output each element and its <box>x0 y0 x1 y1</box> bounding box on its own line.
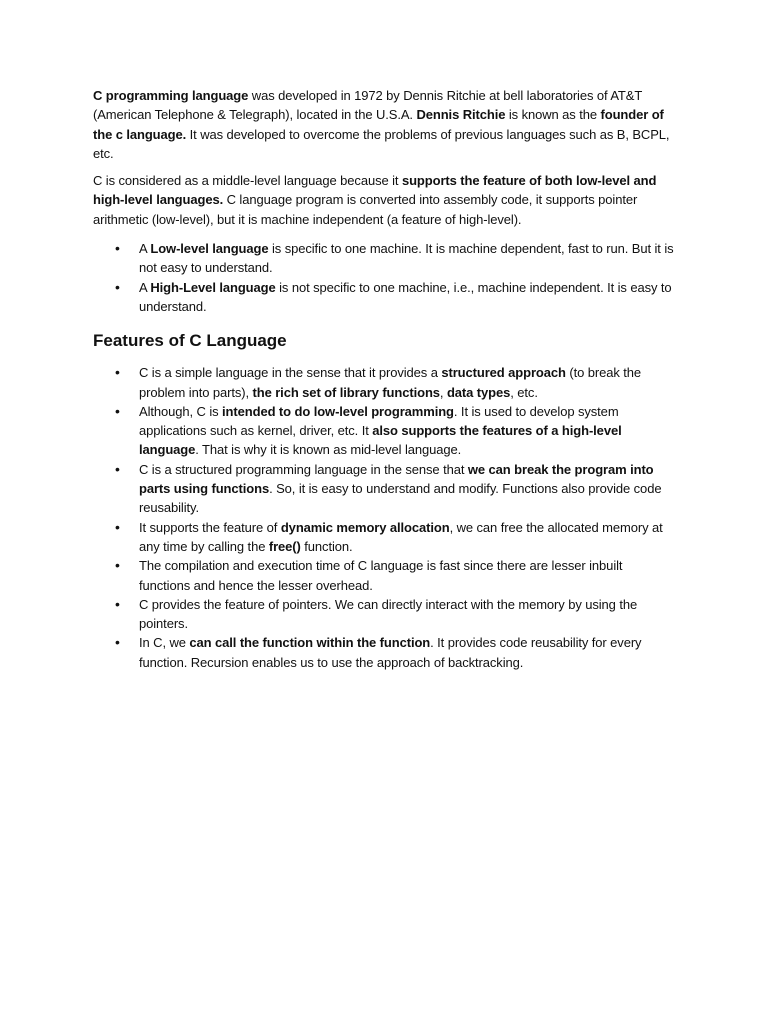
bold-text-run: Dennis Ritchie <box>416 107 506 123</box>
text-run: , etc. <box>510 384 538 400</box>
intro-paragraph-middle-level <box>93 171 676 229</box>
bold-text-run: supports the feature of both low-level and high-level languages. <box>93 173 657 208</box>
text-run: (to break the problem into parts), <box>139 365 642 400</box>
bold-text-run: C programming language <box>93 88 249 103</box>
text-run: A <box>139 279 151 295</box>
text-run: is known as the <box>505 107 601 123</box>
features-list <box>93 363 676 672</box>
feature-item-fast <box>93 556 676 595</box>
intro-section <box>93 86 676 229</box>
feature-item-mid-level <box>93 402 676 460</box>
list-item-low-level <box>93 239 676 278</box>
text-run: C is considered as a middle-level language because it <box>93 173 402 189</box>
intro-paragraph-history <box>93 86 676 163</box>
features-heading: Features of C Language <box>93 331 287 351</box>
text-run: A <box>139 241 151 257</box>
text-run: It was developed to overcome the problems of previous languages such as B, BCPL, etc. <box>93 126 670 161</box>
text-run: , we can free the allocated memory at any time by calling the <box>139 519 663 554</box>
bold-text-run: founder of the c language. <box>93 107 664 142</box>
text-run: is not specific to one machine, i.e., machine independent. It is easy to understand. <box>139 279 672 314</box>
bold-text-run: High-Level language <box>150 279 276 295</box>
feature-item-simple <box>93 363 676 402</box>
feature-item-structured <box>93 460 676 518</box>
bold-text-run: dynamic memory allocation <box>280 519 450 535</box>
feature-item-memory <box>93 518 676 557</box>
bold-text-run: Low-level language <box>150 241 269 257</box>
text-run: C is a simple language in the sense that it provides a <box>139 365 442 381</box>
text-run: . It is used to develop system applications such as kernel, driver, etc. It <box>139 403 619 439</box>
text-run: It supports the feature of <box>139 519 281 535</box>
text-run: . So, it is easy to understand and modify. Functions also provide code reusability. <box>139 481 662 516</box>
text-run: was developed in 1972 by Dennis Ritchie at bell laboratories of AT&T (American Telephone & Telegraph), located in the U.S.A. <box>93 88 642 123</box>
text-run: is specific to one machine. It is machine dependent, fast to run. But it is not easy to understand. <box>139 241 674 276</box>
bold-text-run: can call the function within the function <box>189 635 431 651</box>
text-run: C provides the feature of pointers. We can directly interact with the memory by using the pointers. <box>139 596 638 632</box>
text-run: . That is why it is known as mid-level language. <box>195 442 462 458</box>
list-item-high-level <box>93 278 676 317</box>
text-run: C language program is converted into assembly code, it supports pointer arithmetic (low-level), but it is machine independent (a feature of high-level). <box>93 192 638 227</box>
bold-text-run: free() <box>268 538 301 554</box>
text-run: C is a structured programming language in the sense that <box>139 461 468 477</box>
bold-text-run: intended to do low-level programming <box>222 403 454 419</box>
bold-text-run: also supports the features of a high-level language <box>139 423 622 458</box>
bold-text-run: the rich set of library functions <box>252 384 440 400</box>
text-run: function. <box>300 538 353 554</box>
feature-item-pointers <box>93 595 676 634</box>
text-run: The compilation and execution time of C language is fast since there are lesser inbuilt functions and hence the lesser overhead. <box>139 558 623 593</box>
text-run: In C, we <box>139 635 190 651</box>
bold-text-run: structured approach <box>441 365 566 381</box>
text-run: . It provides code reusability for every function. Recursion enables us to use the approach of backtracking. <box>139 635 642 670</box>
language-level-list <box>93 239 676 316</box>
text-run: , <box>439 384 447 400</box>
bold-text-run: we can break the program into parts using functions <box>139 461 654 497</box>
text-run: Although, C is <box>139 403 223 419</box>
feature-item-recursion <box>93 633 676 672</box>
bold-text-run: data types <box>446 384 511 400</box>
